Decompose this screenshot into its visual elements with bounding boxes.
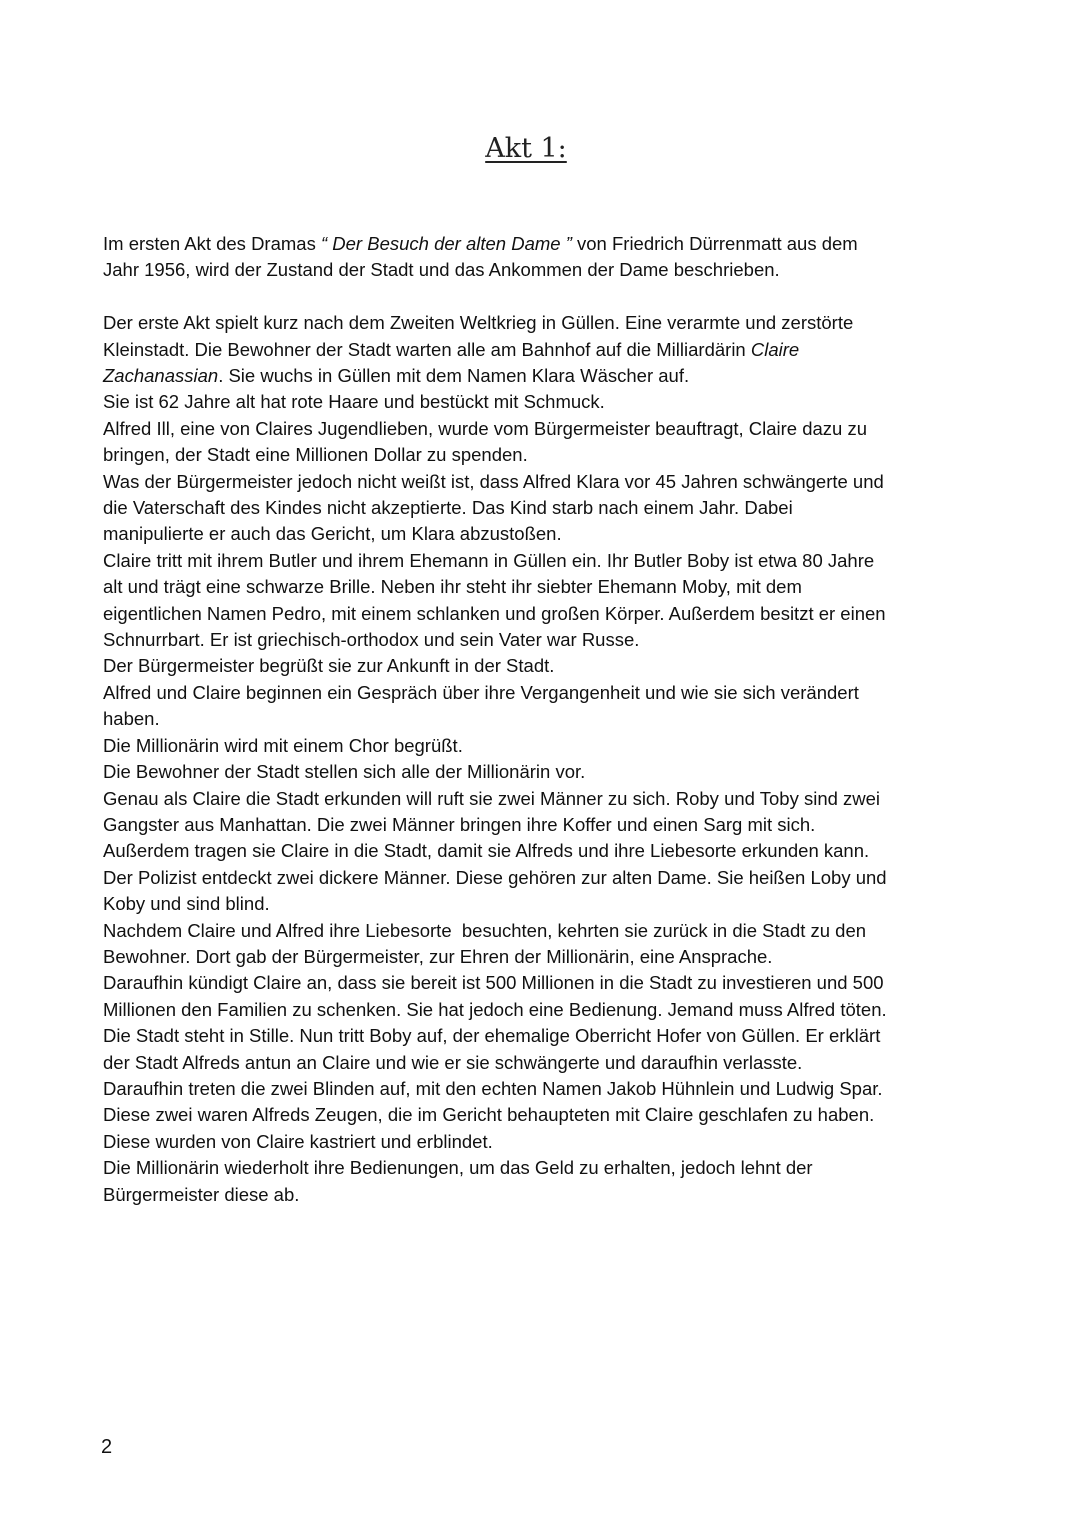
text-line: eigentlichen Namen Pedro, mit einem schlanken und großen Körper. Außerdem besitzt er einen (103, 602, 886, 624)
quote-close: ” (560, 233, 578, 254)
text-line: Nachdem Claire und Alfred ihre Liebesorte besuchten, kehrten sie zurück in die Stadt zu den (103, 919, 867, 941)
text-line: Koby und sind blind. (103, 893, 270, 915)
text-line: Was der Bürgermeister jedoch nicht weißt ist, dass Alfred Klara vor 45 Jahren schwängerte und (103, 470, 884, 492)
text-run: von Friedrich Dürrenmatt aus dem (577, 233, 858, 254)
summary-paragraph (103, 310, 963, 1208)
text-line: Daraufhin kündigt Claire an, dass sie bereit ist 500 Millionen in die Stadt zu investieren und 500 (103, 972, 884, 994)
page-title: Akt 1: (485, 133, 567, 164)
text-line: manipulierte er auch das Gericht, um Klara abzustoßen. (103, 523, 562, 545)
page-number: 2 (101, 1436, 113, 1458)
text-line: Der Polizist entdeckt zwei dickere Männer. Diese gehören zur alten Dame. Sie heißen Loby und (103, 866, 887, 888)
text-line: Die Bewohner der Stadt stellen sich alle der Millionärin vor. (103, 761, 586, 783)
text-line: Alfred und Claire beginnen ein Gespräch über ihre Vergangenheit und wie sie sich verändert (103, 681, 859, 703)
text-line: Der Bürgermeister begrüßt sie zur Ankunft in der Stadt. (103, 655, 555, 677)
text-line: haben. (103, 708, 160, 730)
text-line: Jahr 1956, wird der Zustand der Stadt und das Ankommen der Dame beschrieben. (103, 259, 780, 281)
text-line: Diese wurden von Claire kastriert und erblindet. (103, 1130, 493, 1152)
text-line: Die Millionärin wird mit einem Chor begrüßt. (103, 734, 463, 756)
text-line: Sie ist 62 Jahre alt hat rote Haare und bestückt mit Schmuck. (103, 391, 605, 413)
text-line (103, 363, 963, 389)
text-line: Der erste Akt spielt kurz nach dem Zweiten Weltkrieg in Güllen. Eine verarmte und zerstörte (103, 312, 854, 334)
text-line: Bewohner. Dort gab der Bürgermeister, zur Ehren der Millionärin, eine Ansprache. (103, 945, 773, 967)
text-line: Daraufhin treten die zwei Blinden auf, mit den echten Namen Jakob Hühnlein und Ludwig Spar. (103, 1077, 883, 1099)
intro-paragraph (103, 231, 963, 284)
text-line: Alfred Ill, eine von Claires Jugendlieben, wurde vom Bürgermeister beauftragt, Claire dazu zu (103, 417, 868, 439)
text-run: Im ersten Akt des Dramas (103, 233, 316, 254)
text-line: Claire tritt mit ihrem Butler und ihrem Ehemann in Güllen ein. Ihr Butler Boby ist etwa 80 Jahre (103, 549, 875, 571)
character-name: Claire (750, 338, 800, 360)
text-line: Die Stadt steht in Stille. Nun tritt Boby auf, der ehemalige Oberricht Hofer von Güllen. Er erklärt (103, 1025, 881, 1047)
character-name: Zachanassian (103, 365, 219, 387)
text-line: Die Millionärin wiederholt ihre Bedienungen, um das Geld zu erhalten, jedoch lehnt der (103, 1157, 813, 1179)
text-line: Außerdem tragen sie Claire in die Stadt, damit sie Alfreds und ihre Liebesorte erkunden kann. (103, 840, 870, 862)
text-line: Millionen den Familien zu schenken. Sie hat jedoch eine Bedienung. Jemand muss Alfred töten. (103, 998, 887, 1020)
quote-open: “ (315, 233, 333, 254)
text-line: Schnurrbart. Er ist griechisch-orthodox und sein Vater war Russe. (103, 629, 640, 651)
text-line: alt und trägt eine schwarze Brille. Neben ihr steht ihr siebter Ehemann Moby, mit dem (103, 576, 802, 598)
text-line (103, 231, 963, 257)
work-title: Der Besuch der alten Dame (332, 233, 561, 254)
text-run: . Sie wuchs in Güllen mit dem Namen Klara Wäscher auf. (218, 365, 690, 387)
document-body (103, 231, 963, 1208)
text-line (103, 337, 963, 363)
text-line: der Stadt Alfreds antun an Claire und wie er sie schwängerte und daraufhin verlasste. (103, 1051, 803, 1073)
text-line: Genau als Claire die Stadt erkunden will ruft sie zwei Männer zu sich. Roby und Toby sind zwei (103, 787, 881, 809)
text-line: Gangster aus Manhattan. Die zwei Männer bringen ihre Koffer und einen Sarg mit sich. (103, 813, 816, 835)
text-line: Bürgermeister diese ab. (103, 1183, 300, 1205)
paragraph-spacer (103, 284, 963, 310)
text-line: bringen, der Stadt eine Millionen Dollar zu spenden. (103, 444, 528, 466)
text-line: die Vaterschaft des Kindes nicht akzeptierte. Das Kind starb nach einem Jahr. Dabei (103, 497, 793, 519)
text-run: Kleinstadt. Die Bewohner der Stadt warten alle am Bahnhof auf die Milliardärin (103, 338, 751, 360)
text-line: Diese zwei waren Alfreds Zeugen, die im Gericht behaupteten mit Claire geschlafen zu haben. (103, 1104, 875, 1126)
